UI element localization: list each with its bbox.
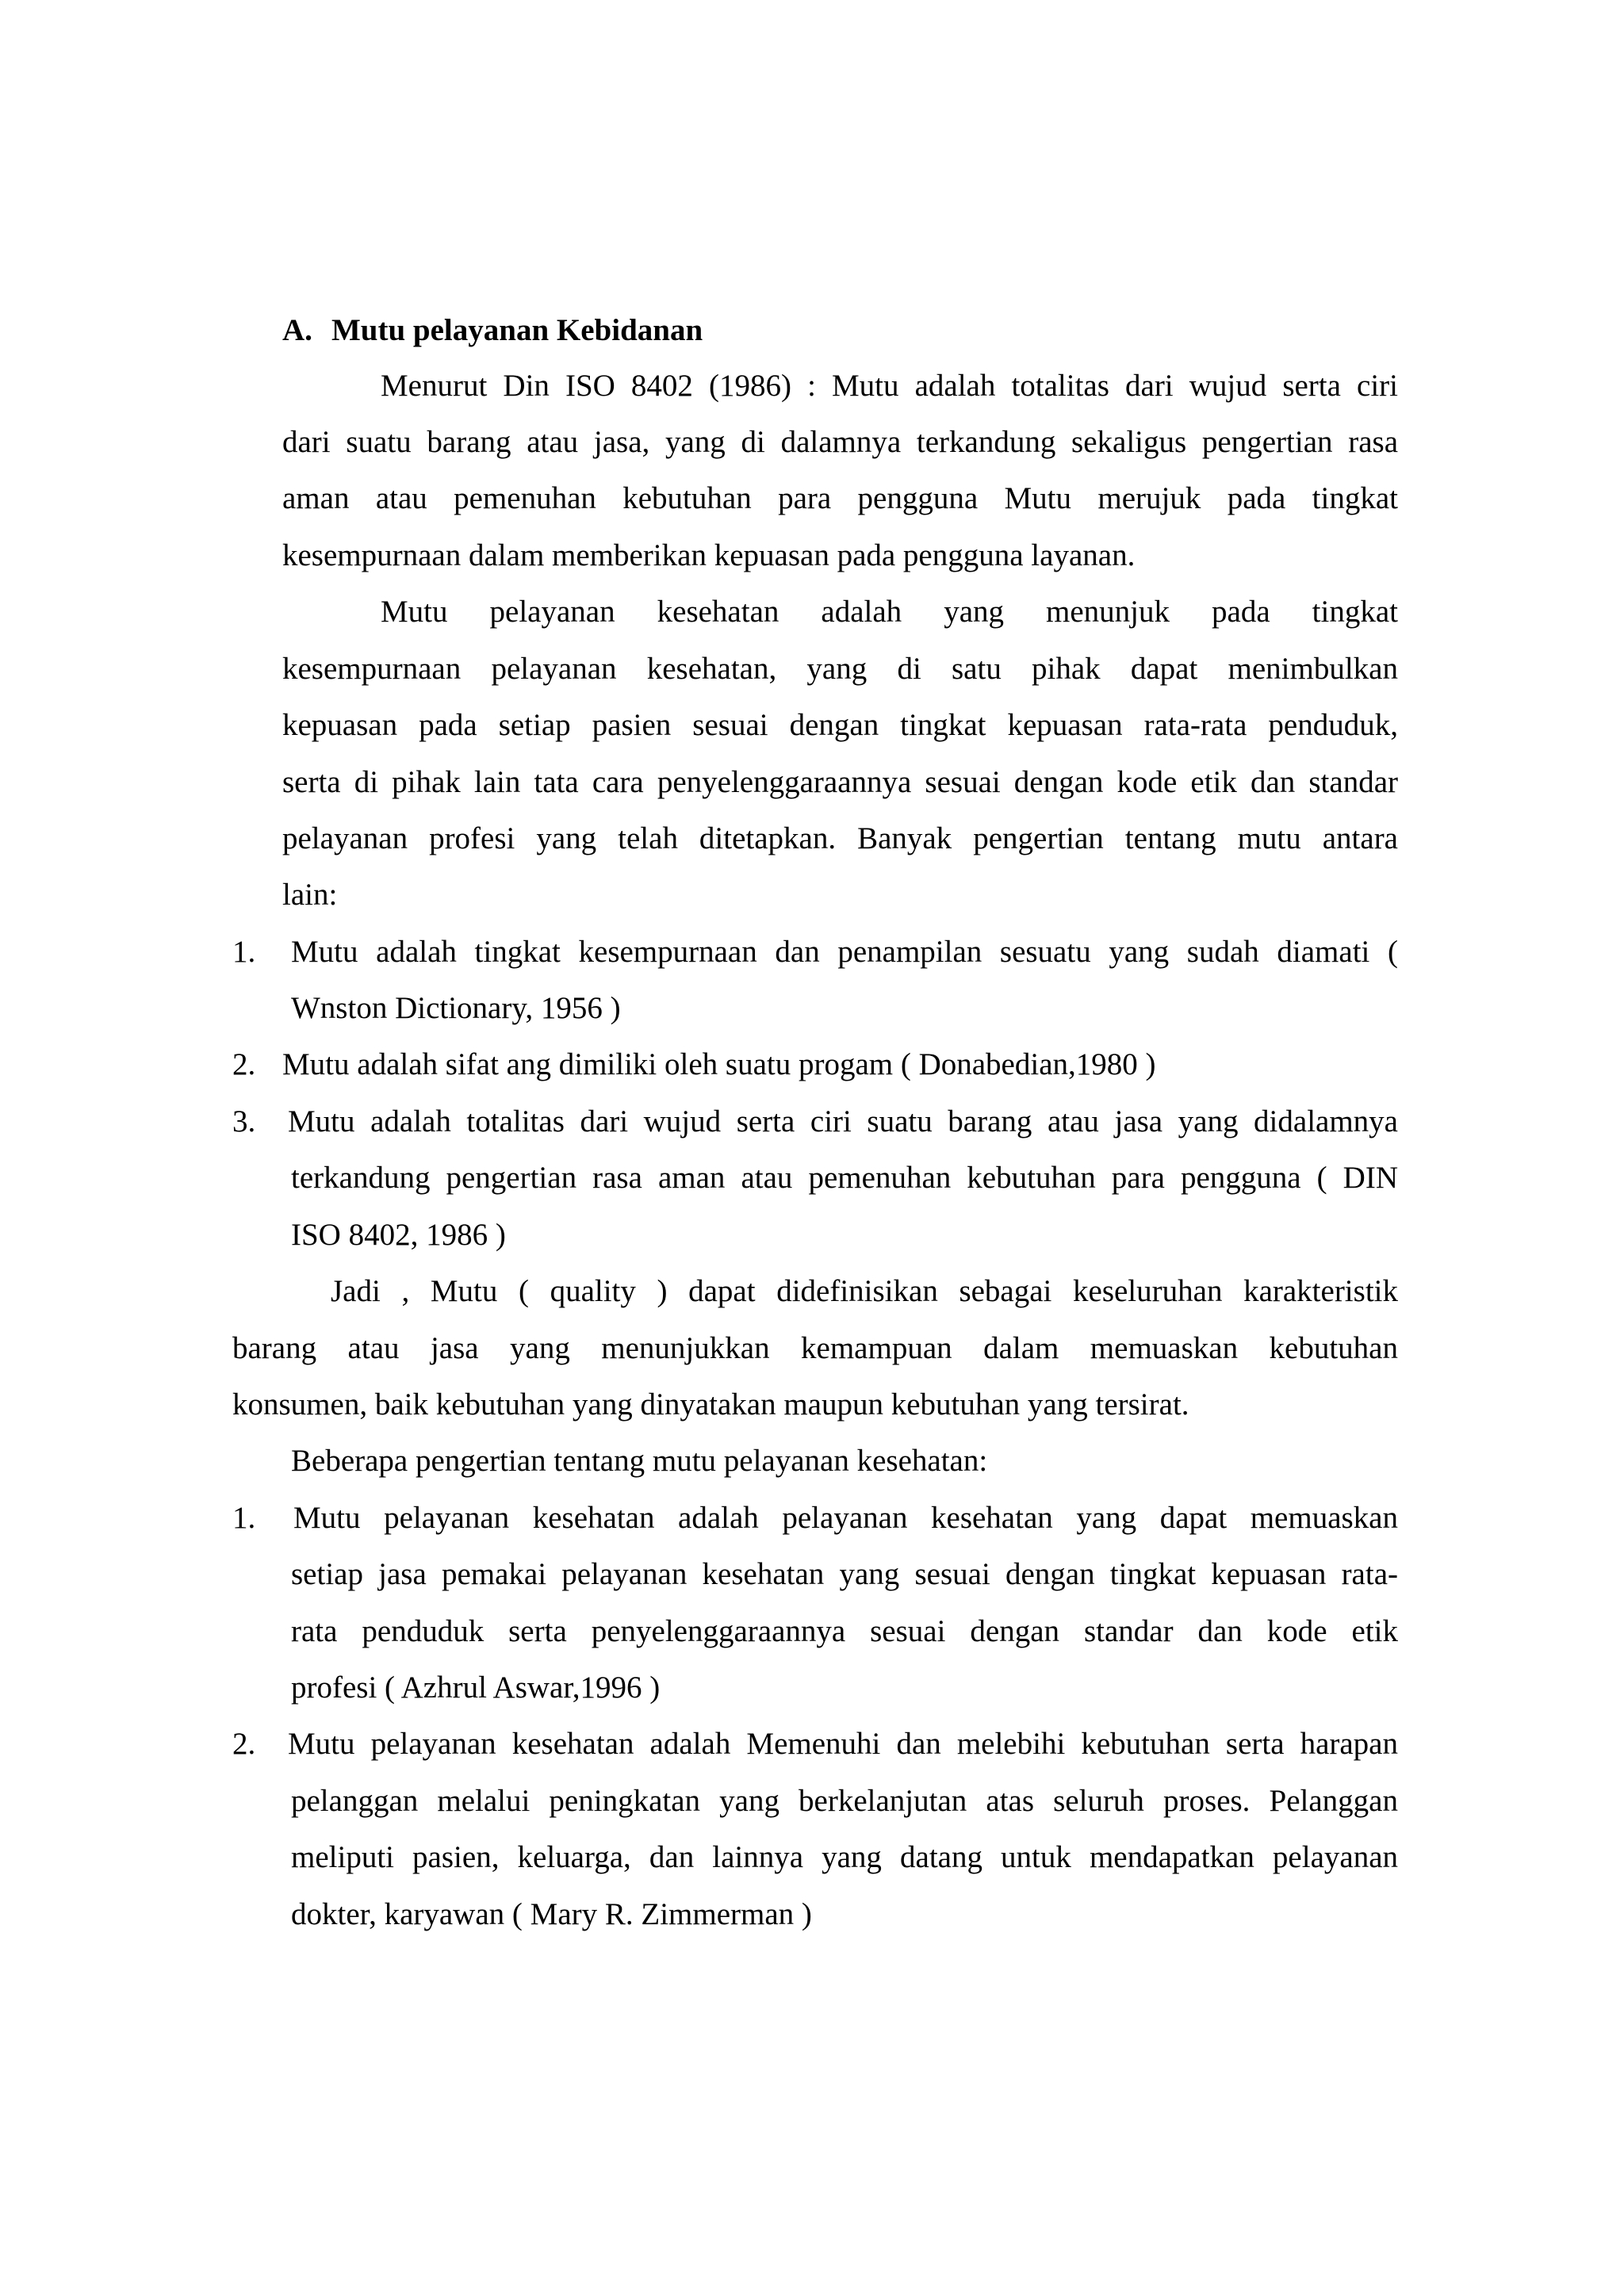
- para2-line-5: pelayanan profesi yang telah ditetapkan. Banyak pengertian tentang mutu antara: [282, 821, 1398, 855]
- list1-item-3-line-1: Mutu adalah totalitas dari wujud serta ciri suatu barang atau jasa yang didalamnya: [288, 1104, 1398, 1138]
- para1-line-4: kesempurnaan dalam memberikan kepuasan pada pengguna layanan.: [282, 538, 1136, 572]
- list1-item-2-line-1: Mutu adalah sifat ang dimiliki oleh suatu progam ( Donabedian,1980 ): [282, 1047, 1156, 1081]
- para4: Beberapa pengertian tentang mutu pelayanan kesehatan:: [291, 1444, 988, 1478]
- para1-line-3: aman atau pemenuhan kebutuhan para pengguna Mutu merujuk pada tingkat: [282, 481, 1398, 515]
- list2-item-1-line-3: rata penduduk serta penyelenggaraannya sesuai dengan standar dan kode etik: [291, 1614, 1398, 1648]
- para3-line-2: barang atau jasa yang menunjukkan kemampuan dalam memuaskan kebutuhan: [232, 1331, 1398, 1365]
- para1-line-2: dari suatu barang atau jasa, yang di dalamnya terkandung sekaligus pengertian rasa: [282, 425, 1398, 459]
- list1-number-1: 1.: [232, 935, 256, 969]
- list1-number-2: 2.: [232, 1047, 256, 1081]
- list2-number-2: 2.: [232, 1727, 256, 1761]
- list1-item-3-line-3: ISO 8402, 1986 ): [291, 1218, 506, 1252]
- list2-item-2-line-1: Mutu pelayanan kesehatan adalah Memenuhi dan melebihi kebutuhan serta harapan: [288, 1727, 1398, 1761]
- para2-line-3: kepuasan pada setiap pasien sesuai dengan tingkat kepuasan rata-rata penduduk,: [282, 708, 1398, 742]
- list1-item-1-line-2: Wnston Dictionary, 1956 ): [291, 991, 621, 1025]
- list2-item-2-line-3: meliputi pasien, keluarga, dan lainnya yang datang untuk mendapatkan pelayanan: [291, 1840, 1398, 1874]
- list2-item-1-line-4: profesi ( Azhrul Aswar,1996 ): [291, 1670, 661, 1705]
- list1-item-1-line-1: Mutu adalah tingkat kesempurnaan dan penampilan sesuatu yang sudah diamati (: [291, 935, 1398, 969]
- para2-line-6: lain:: [282, 878, 338, 912]
- list2-item-2-line-4: dokter, karyawan ( Mary R. Zimmerman ): [291, 1897, 812, 1931]
- list1-number-3: 3.: [232, 1104, 256, 1138]
- list2-item-1-line-1: Mutu pelayanan kesehatan adalah pelayanan kesehatan yang dapat memuaskan: [293, 1501, 1398, 1535]
- list2-item-2-line-2: pelanggan melalui peningkatan yang berkelanjutan atas seluruh proses. Pelanggan: [291, 1784, 1398, 1818]
- list2-item-1-line-2: setiap jasa pemakai pelayanan kesehatan yang sesuai dengan tingkat kepuasan rata-: [291, 1557, 1398, 1591]
- para2-line-2: kesempurnaan pelayanan kesehatan, yang di satu pihak dapat menimbulkan: [282, 652, 1398, 686]
- para2-line-4: serta di pihak lain tata cara penyelenggaraannya sesuai dengan kode etik dan standar: [282, 765, 1398, 799]
- list2-number-1: 1.: [232, 1501, 256, 1535]
- para3-line-3: konsumen, baik kebutuhan yang dinyatakan maupun kebutuhan yang tersirat.: [232, 1387, 1189, 1422]
- para3-line-1: Jadi , Mutu ( quality ) dapat didefinisikan sebagai keseluruhan karakteristik: [331, 1274, 1398, 1308]
- para2-line-1: Mutu pelayanan kesehatan adalah yang menunjuk pada tingkat: [381, 595, 1398, 629]
- section-title: Mutu pelayanan Kebidanan: [331, 313, 703, 347]
- para1-line-1: Menurut Din ISO 8402 (1986) : Mutu adalah totalitas dari wujud serta ciri: [381, 369, 1398, 403]
- section-letter: A.: [282, 313, 312, 347]
- list1-item-3-line-2: terkandung pengertian rasa aman atau pemenuhan kebutuhan para pengguna ( DIN: [291, 1161, 1398, 1195]
